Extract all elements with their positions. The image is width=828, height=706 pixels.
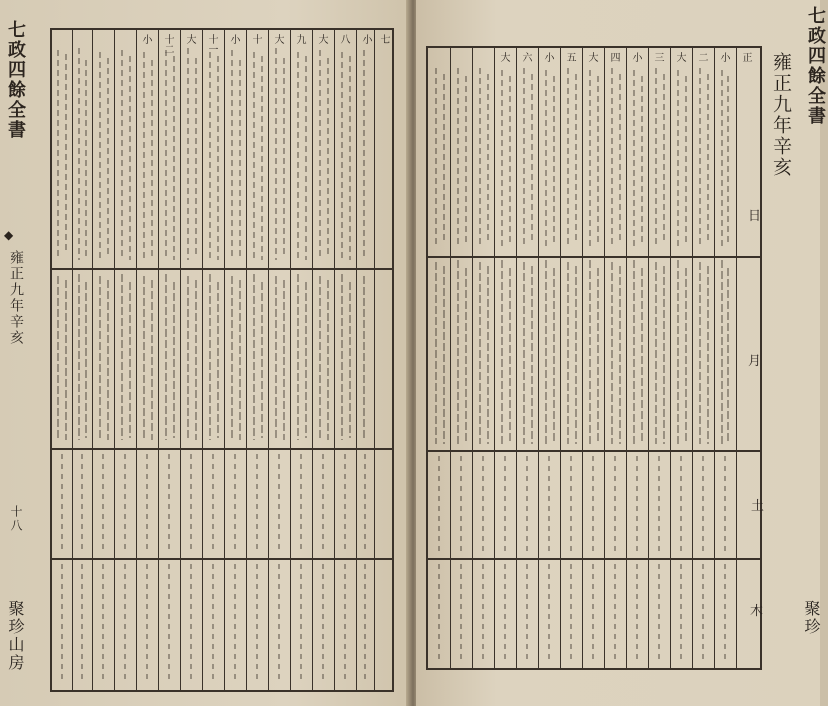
left-publisher: 聚珍山房: [6, 600, 25, 672]
month-header: 二: [696, 52, 707, 62]
month-size: 小: [630, 52, 641, 62]
year-heading: 雍正九年辛亥: [770, 52, 792, 178]
month-size: 小: [140, 34, 151, 44]
right-ephemeris-table: [426, 46, 765, 670]
month-size: 小: [542, 52, 553, 62]
folio-number: 十八: [9, 505, 23, 533]
left-book-title: 七政四餘全書: [5, 20, 26, 140]
section-jupiter: 木: [750, 604, 764, 619]
right-publisher: 聚珍: [802, 600, 821, 636]
month-header: 八: [338, 34, 349, 44]
month-header: 正: [740, 52, 751, 62]
month-header: 四: [608, 52, 619, 62]
month-size: 大: [316, 34, 327, 44]
month-header: 九: [294, 34, 305, 44]
month-header: 六: [520, 52, 531, 62]
section-saturn: 土: [751, 499, 765, 514]
right-page: [416, 0, 826, 706]
month-size: 小: [228, 34, 239, 44]
month-size: 小: [360, 34, 371, 44]
left-ephemeris-table: [50, 28, 394, 692]
section-moon: 月: [748, 354, 762, 369]
month-size: 大: [674, 52, 685, 62]
fish-tail-mark: ◆: [4, 228, 14, 242]
dense-text-texture: [52, 30, 392, 690]
left-margin-year: 雍正九年辛亥: [8, 250, 24, 346]
month-header: 三: [652, 52, 663, 62]
month-header: 五: [564, 52, 575, 62]
month-size: 小: [718, 52, 729, 62]
month-header: 七: [378, 34, 389, 44]
dense-text-texture: [428, 48, 760, 668]
month-size: 大: [586, 52, 597, 62]
month-header: 十: [250, 34, 261, 44]
month-size: 大: [184, 34, 195, 44]
month-size: 大: [498, 52, 509, 62]
left-page: [0, 0, 410, 706]
right-book-title: 七政四餘全書: [805, 6, 826, 126]
month-size: 大: [272, 34, 283, 44]
month-header: 十二: [162, 34, 173, 54]
month-header: 十一: [206, 34, 217, 54]
section-sun: 日: [748, 209, 762, 224]
